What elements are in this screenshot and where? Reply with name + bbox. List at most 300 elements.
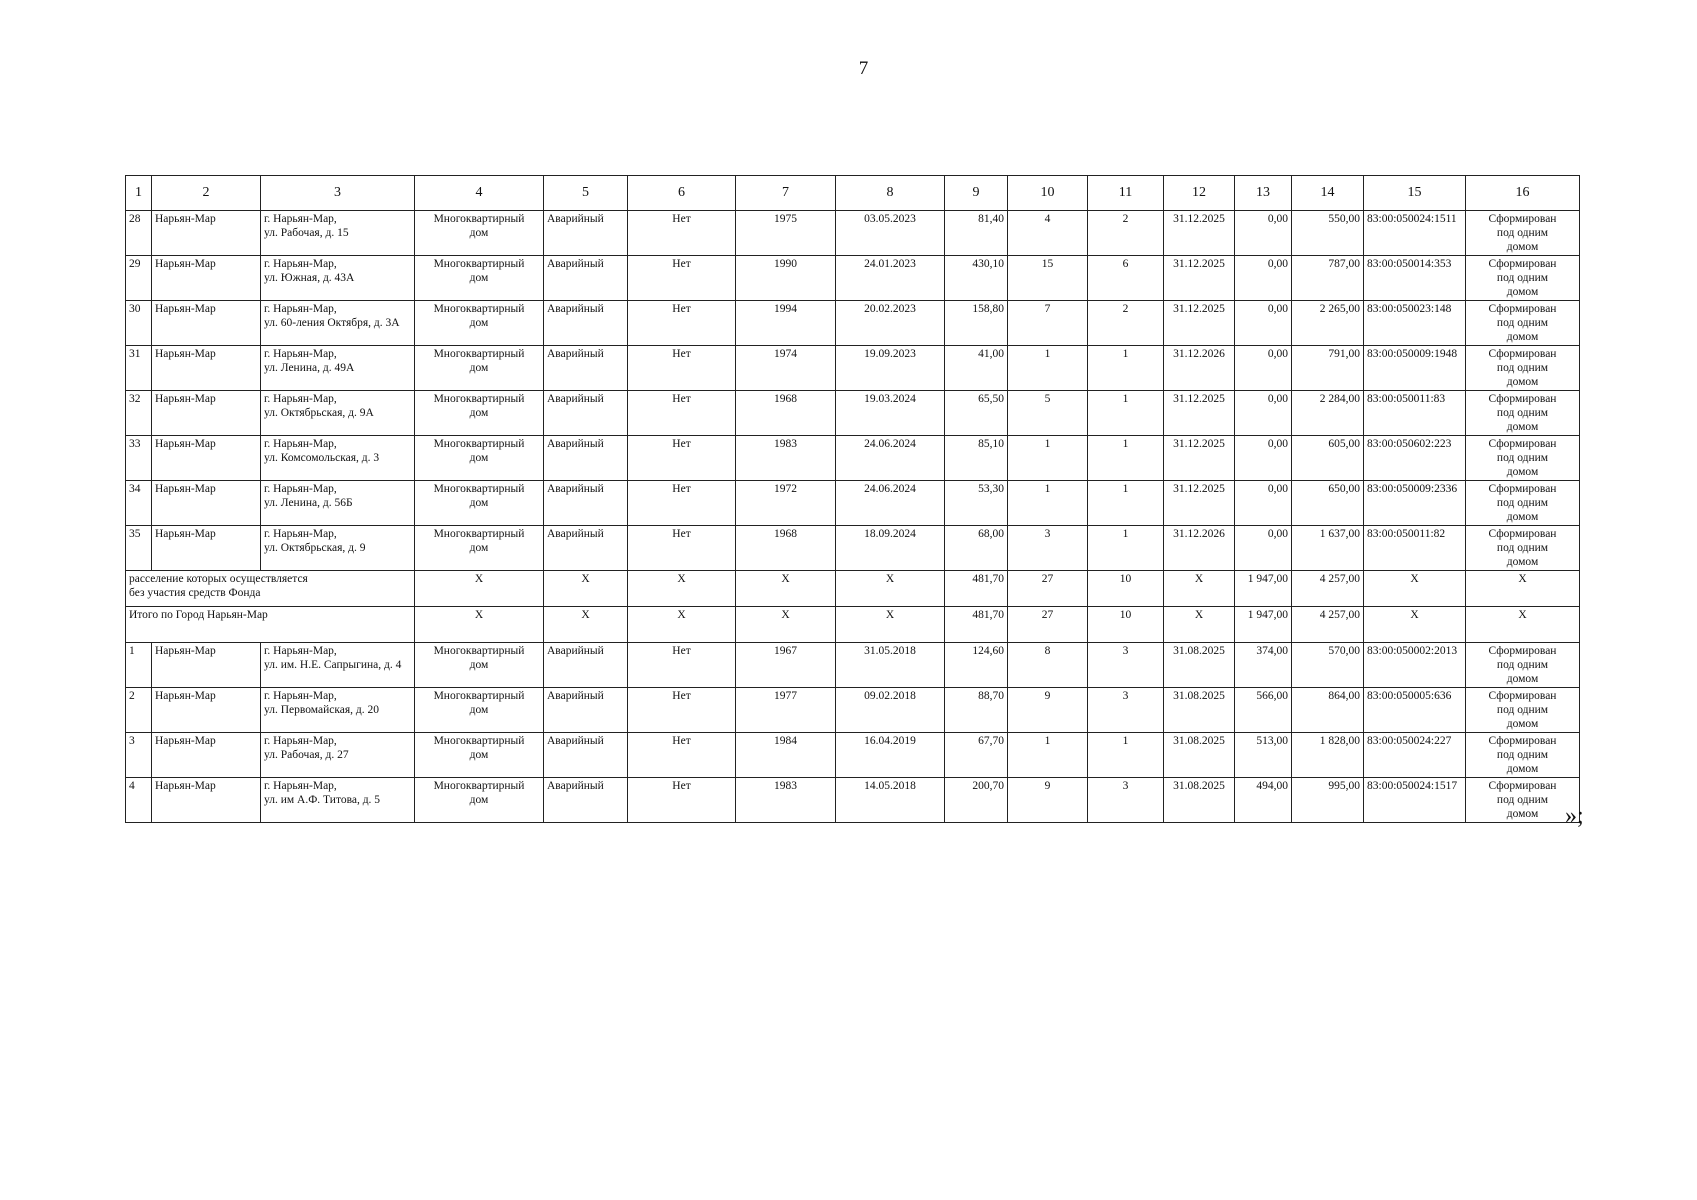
cell-text: 4 (1044, 213, 1051, 225)
table-cell (544, 607, 628, 643)
cell-text: 0,00 (1267, 483, 1288, 495)
cell-text: дом (469, 452, 489, 464)
cell-text: г. Нарьян-Мар, (264, 438, 337, 450)
cell-text: 31.05.2018 (864, 645, 916, 657)
table-cell (628, 211, 736, 256)
table-cell (945, 346, 1008, 391)
cell-text: Нет (672, 213, 691, 225)
table-cell (1164, 571, 1235, 607)
table-cell (945, 436, 1008, 481)
table-cell (1164, 436, 1235, 481)
table-cell (1292, 607, 1364, 643)
cell-text: 1968 (774, 393, 797, 405)
cell-text: 1994 (774, 303, 797, 315)
cell-text: Нет (672, 780, 691, 792)
table-cell (836, 733, 945, 778)
table-row (126, 526, 1580, 571)
table-cell (1364, 643, 1466, 688)
cell-text: под одним (1496, 272, 1549, 284)
table-cell (836, 301, 945, 346)
cell-text: дом (469, 659, 489, 671)
cell-text: 1 (1122, 438, 1129, 450)
cell-text: ул. 60-ления Октября, д. 3А (264, 317, 400, 329)
table-cell (261, 346, 415, 391)
table-cell (415, 571, 544, 607)
cell-text: под одним (1496, 227, 1549, 239)
table-cell (736, 481, 836, 526)
cell-text: 3 (1122, 690, 1129, 702)
cell-text: Нет (672, 735, 691, 747)
cell-text: Нарьян-Мар (155, 303, 216, 315)
cell-text: 995,00 (1328, 780, 1360, 792)
table-cell (544, 733, 628, 778)
cell-text: 374,00 (1256, 645, 1288, 657)
cell-text: ул. Ленина, д. 56Б (264, 497, 353, 509)
cell-text: без участия средств Фонда (129, 587, 261, 599)
table-cell (544, 436, 628, 481)
cell-text: 81,40 (978, 213, 1004, 225)
table-cell (544, 688, 628, 733)
cell-text: Аварийный (547, 393, 604, 405)
column-header: 11 (1088, 176, 1164, 211)
cell-text: X (677, 609, 686, 621)
cell-text: X (781, 573, 790, 585)
cell-text: 566,00 (1256, 690, 1288, 702)
cell-text: 83:00:050023:148 (1367, 303, 1452, 315)
table-cell (261, 481, 415, 526)
table-cell (152, 733, 261, 778)
cell-text: 32 (129, 393, 141, 405)
cell-text: Итого по Город Нарьян-Мар (129, 609, 268, 621)
table-cell (1292, 391, 1364, 436)
table-row (126, 778, 1580, 823)
table-cell (415, 481, 544, 526)
cell-text: 41,00 (978, 348, 1004, 360)
cell-text: 513,00 (1256, 735, 1288, 747)
cell-text: 28 (129, 213, 141, 225)
cell-text: дом (469, 227, 489, 239)
cell-text: 83:00:050024:1511 (1367, 213, 1457, 225)
cell-text: Сформирован (1488, 258, 1557, 270)
table-cell (126, 301, 152, 346)
table-cell (836, 688, 945, 733)
table-cell (261, 733, 415, 778)
cell-text: Многоквартирный (433, 690, 525, 702)
cell-text: 34 (129, 483, 141, 495)
table-cell (1466, 436, 1580, 481)
cell-text: 3 (1122, 780, 1129, 792)
column-header: 8 (836, 176, 945, 211)
cell-text: домом (1506, 511, 1539, 523)
cell-text: 83:00:050009:1948 (1367, 348, 1458, 360)
table-cell (628, 571, 736, 607)
table-cell (1008, 346, 1088, 391)
table-cell (415, 256, 544, 301)
column-header: 2 (152, 176, 261, 211)
column-header: 7 (736, 176, 836, 211)
cell-text: 19.09.2023 (864, 348, 916, 360)
cell-text: Аварийный (547, 645, 604, 657)
table-cell (544, 643, 628, 688)
table-cell (1088, 211, 1164, 256)
cell-text: 85,10 (978, 438, 1004, 450)
table-cell (126, 778, 152, 823)
cell-text: г. Нарьян-Мар, (264, 348, 337, 360)
table-cell (628, 346, 736, 391)
table-cell (1088, 778, 1164, 823)
cell-text: Многоквартирный (433, 645, 525, 657)
table-cell (628, 607, 736, 643)
cell-text: Многоквартирный (433, 348, 525, 360)
table-cell (1364, 436, 1466, 481)
cell-text: 83:00:050024:227 (1367, 735, 1452, 747)
table-cell (261, 391, 415, 436)
table-cell (1364, 526, 1466, 571)
cell-text: 31.08.2025 (1173, 645, 1225, 657)
table-cell (152, 346, 261, 391)
table-cell (1088, 526, 1164, 571)
table-row (126, 688, 1580, 733)
cell-text: Аварийный (547, 483, 604, 495)
cell-text: 1 (1122, 348, 1129, 360)
cell-text: ул. Октябрьская, д. 9 (264, 542, 366, 554)
cell-text: 29 (129, 258, 141, 270)
table-cell (736, 346, 836, 391)
cell-text: под одним (1496, 407, 1549, 419)
cell-text: 550,00 (1328, 213, 1360, 225)
table-cell (152, 256, 261, 301)
table-cell (415, 436, 544, 481)
table-cell (415, 211, 544, 256)
cell-text: ул. Рабочая, д. 27 (264, 749, 349, 761)
table-cell (1235, 643, 1292, 688)
cell-text: 16.04.2019 (864, 735, 916, 747)
cell-text: Нарьян-Мар (155, 438, 216, 450)
cell-text: дом (469, 704, 489, 716)
table-cell (1164, 391, 1235, 436)
cell-text: 83:00:050005:636 (1367, 690, 1452, 702)
cell-text: 2 265,00 (1319, 303, 1360, 315)
table-cell (152, 436, 261, 481)
cell-text: Сформирован (1488, 303, 1557, 315)
table-cell (1088, 481, 1164, 526)
cell-text: ул. Комсомольская, д. 3 (264, 452, 380, 464)
table-cell (1164, 607, 1235, 643)
table-cell (628, 643, 736, 688)
table-cell (1466, 346, 1580, 391)
table-cell (415, 778, 544, 823)
table-cell (1466, 211, 1580, 256)
cell-text: Многоквартирный (433, 213, 525, 225)
table-cell (1466, 733, 1580, 778)
table-cell (1235, 391, 1292, 436)
cell-text: г. Нарьян-Мар, (264, 393, 337, 405)
cell-text: г. Нарьян-Мар, (264, 303, 337, 315)
table-cell (1466, 607, 1580, 643)
cell-text: 0,00 (1267, 258, 1288, 270)
cell-text: Сформирован (1488, 690, 1557, 702)
table-cell (836, 778, 945, 823)
cell-text: 3 (129, 735, 135, 747)
table-cell (152, 211, 261, 256)
table-cell (1235, 526, 1292, 571)
cell-text: 1 (1122, 735, 1129, 747)
table-cell (261, 526, 415, 571)
table-cell (836, 607, 945, 643)
cell-text: г. Нарьян-Мар, (264, 735, 337, 747)
cell-text: ул. Южная, д. 43А (264, 272, 355, 284)
cell-text: 1 (1122, 483, 1129, 495)
table-cell (1364, 391, 1466, 436)
table-cell (1164, 211, 1235, 256)
table-cell (1364, 778, 1466, 823)
cell-text: 200,70 (972, 780, 1004, 792)
table-cell (261, 301, 415, 346)
cell-text: Многоквартирный (433, 438, 525, 450)
table-cell (1088, 571, 1164, 607)
table-cell (415, 346, 544, 391)
cell-text: 1 (1044, 735, 1051, 747)
table-cell (126, 733, 152, 778)
cell-text: 1 (1044, 483, 1051, 495)
cell-text: 0,00 (1267, 528, 1288, 540)
cell-text: ул. Октябрьская, д. 9А (264, 407, 374, 419)
cell-text: под одним (1496, 749, 1549, 761)
table-cell (1364, 607, 1466, 643)
cell-text: расселение которых осуществляется (129, 573, 308, 585)
cell-text: 605,00 (1328, 438, 1360, 450)
table-cell (415, 526, 544, 571)
cell-text: 0,00 (1267, 393, 1288, 405)
cell-text: 83:00:050011:82 (1367, 528, 1446, 540)
table-cell (1292, 733, 1364, 778)
table-cell (1235, 571, 1292, 607)
cell-text: 1 (1044, 438, 1051, 450)
table-cell (1164, 526, 1235, 571)
cell-text: X (581, 573, 590, 585)
table-cell (261, 688, 415, 733)
cell-text: 1975 (774, 213, 797, 225)
cell-text: 33 (129, 438, 141, 450)
cell-text: г. Нарьян-Мар, (264, 528, 337, 540)
cell-text: Нарьян-Мар (155, 645, 216, 657)
table-cell (261, 256, 415, 301)
column-header: 6 (628, 176, 736, 211)
table-cell (836, 256, 945, 301)
table-cell (1235, 733, 1292, 778)
table-cell (1466, 778, 1580, 823)
table-cell (628, 688, 736, 733)
cell-text: 1 (1122, 528, 1129, 540)
cell-text: 4 257,00 (1319, 609, 1360, 621)
table-cell (126, 607, 415, 643)
table-cell (1008, 607, 1088, 643)
table-cell (736, 301, 836, 346)
table-cell (628, 481, 736, 526)
cell-text: 3 (1044, 528, 1051, 540)
cell-text: Сформирован (1488, 780, 1557, 792)
table-cell (126, 643, 152, 688)
cell-text: 31.12.2025 (1173, 213, 1225, 225)
cell-text: Аварийный (547, 780, 604, 792)
cell-text: под одним (1496, 317, 1549, 329)
cell-text: 0,00 (1267, 213, 1288, 225)
cell-text: Сформирован (1488, 213, 1557, 225)
housing-table (125, 175, 1580, 823)
cell-text: ул. им А.Ф. Титова, д. 5 (264, 794, 381, 806)
table-cell (152, 778, 261, 823)
cell-text: под одним (1496, 794, 1549, 806)
table-cell (1235, 211, 1292, 256)
cell-text: 4 257,00 (1319, 573, 1360, 585)
table-body (126, 176, 1580, 823)
cell-text: Нарьян-Мар (155, 735, 216, 747)
cell-text: 19.03.2024 (864, 393, 916, 405)
table-cell (544, 256, 628, 301)
table-cell (1466, 571, 1580, 607)
cell-text: дом (469, 497, 489, 509)
cell-text: 24.06.2024 (864, 483, 916, 495)
cell-text: 6 (1122, 258, 1129, 270)
cell-text: Сформирован (1488, 528, 1557, 540)
table-cell (736, 571, 836, 607)
table-row (126, 301, 1580, 346)
cell-text: домом (1506, 241, 1539, 253)
table-row (126, 211, 1580, 256)
table-cell (736, 391, 836, 436)
cell-text: 481,70 (972, 573, 1004, 585)
cell-text: Сформирован (1488, 645, 1557, 657)
table-cell (415, 643, 544, 688)
cell-text: Нет (672, 258, 691, 270)
cell-text: дом (469, 362, 489, 374)
cell-text: Нет (672, 438, 691, 450)
cell-text: Нарьян-Мар (155, 780, 216, 792)
table-cell (1008, 688, 1088, 733)
cell-text: 31.12.2026 (1173, 528, 1225, 540)
cell-text: 864,00 (1328, 690, 1360, 702)
cell-text: 1 947,00 (1247, 573, 1288, 585)
closing-mark: »; (1565, 803, 1584, 829)
cell-text: ул. им. Н.Е. Сапрыгина, д. 4 (264, 659, 402, 671)
table-cell (1235, 778, 1292, 823)
cell-text: г. Нарьян-Мар, (264, 780, 337, 792)
cell-text: под одним (1496, 497, 1549, 509)
table-cell (152, 481, 261, 526)
table-cell (1008, 301, 1088, 346)
table-cell (544, 211, 628, 256)
cell-text: Нарьян-Мар (155, 348, 216, 360)
table-cell (126, 391, 152, 436)
table-cell (1292, 436, 1364, 481)
table-cell (1364, 256, 1466, 301)
cell-text: Нарьян-Мар (155, 690, 216, 702)
cell-text: 1967 (774, 645, 797, 657)
table-cell (836, 211, 945, 256)
cell-text: 68,00 (978, 528, 1004, 540)
table-cell (415, 301, 544, 346)
column-header: 16 (1466, 176, 1580, 211)
cell-text: под одним (1496, 659, 1549, 671)
cell-text: 5 (1044, 393, 1051, 405)
cell-text: 1 947,00 (1247, 609, 1288, 621)
summary-row (126, 571, 1580, 607)
cell-text: домом (1506, 673, 1539, 685)
table-cell (1364, 211, 1466, 256)
cell-text: X (474, 573, 484, 585)
table-cell (1466, 643, 1580, 688)
table-cell (1008, 211, 1088, 256)
table-cell (945, 643, 1008, 688)
cell-text: Аварийный (547, 690, 604, 702)
cell-text: 15 (1041, 258, 1054, 270)
cell-text: домом (1506, 718, 1539, 730)
cell-text: г. Нарьян-Мар, (264, 213, 337, 225)
cell-text: Сформирован (1488, 438, 1557, 450)
cell-text: Многоквартирный (433, 303, 525, 315)
table-cell (126, 436, 152, 481)
cell-text: 24.06.2024 (864, 438, 916, 450)
cell-text: 9 (1044, 690, 1051, 702)
cell-text: 1983 (774, 780, 797, 792)
cell-text: домом (1506, 331, 1539, 343)
cell-text: ул. Ленина, д. 49А (264, 362, 355, 374)
table-cell (1292, 688, 1364, 733)
table-cell (126, 481, 152, 526)
table-cell (628, 778, 736, 823)
cell-text: 14.05.2018 (864, 780, 916, 792)
cell-text: 67,70 (978, 735, 1004, 747)
cell-text: Аварийный (547, 258, 604, 270)
table-cell (945, 391, 1008, 436)
table-cell (1164, 778, 1235, 823)
table-cell (1235, 346, 1292, 391)
cell-text: Аварийный (547, 348, 604, 360)
table-cell (628, 301, 736, 346)
cell-text: 791,00 (1328, 348, 1360, 360)
cell-text: 0,00 (1267, 348, 1288, 360)
table-cell (1088, 733, 1164, 778)
cell-text: под одним (1496, 542, 1549, 554)
table-cell (1292, 346, 1364, 391)
cell-text: домом (1506, 763, 1539, 775)
cell-text: 03.05.2023 (864, 213, 916, 225)
cell-text: Многоквартирный (433, 393, 525, 405)
table-cell (945, 526, 1008, 571)
table-cell (126, 571, 415, 607)
table-cell (1008, 256, 1088, 301)
cell-text: Аварийный (547, 528, 604, 540)
cell-text: 2 (129, 690, 135, 702)
cell-text: 83:00:050014:353 (1367, 258, 1452, 270)
table-cell (1088, 436, 1164, 481)
cell-text: X (1194, 573, 1204, 585)
table-cell (1164, 733, 1235, 778)
table-cell (126, 688, 152, 733)
table-cell (1008, 571, 1088, 607)
table-cell (736, 688, 836, 733)
table-cell (1088, 688, 1164, 733)
table-cell (736, 733, 836, 778)
table-cell (152, 643, 261, 688)
cell-text: г. Нарьян-Мар, (264, 645, 337, 657)
column-header: 1 (126, 176, 152, 211)
cell-text: 83:00:050024:1517 (1367, 780, 1458, 792)
cell-text: 1 (1122, 393, 1129, 405)
table-cell (544, 481, 628, 526)
column-header: 14 (1292, 176, 1364, 211)
column-header: 4 (415, 176, 544, 211)
